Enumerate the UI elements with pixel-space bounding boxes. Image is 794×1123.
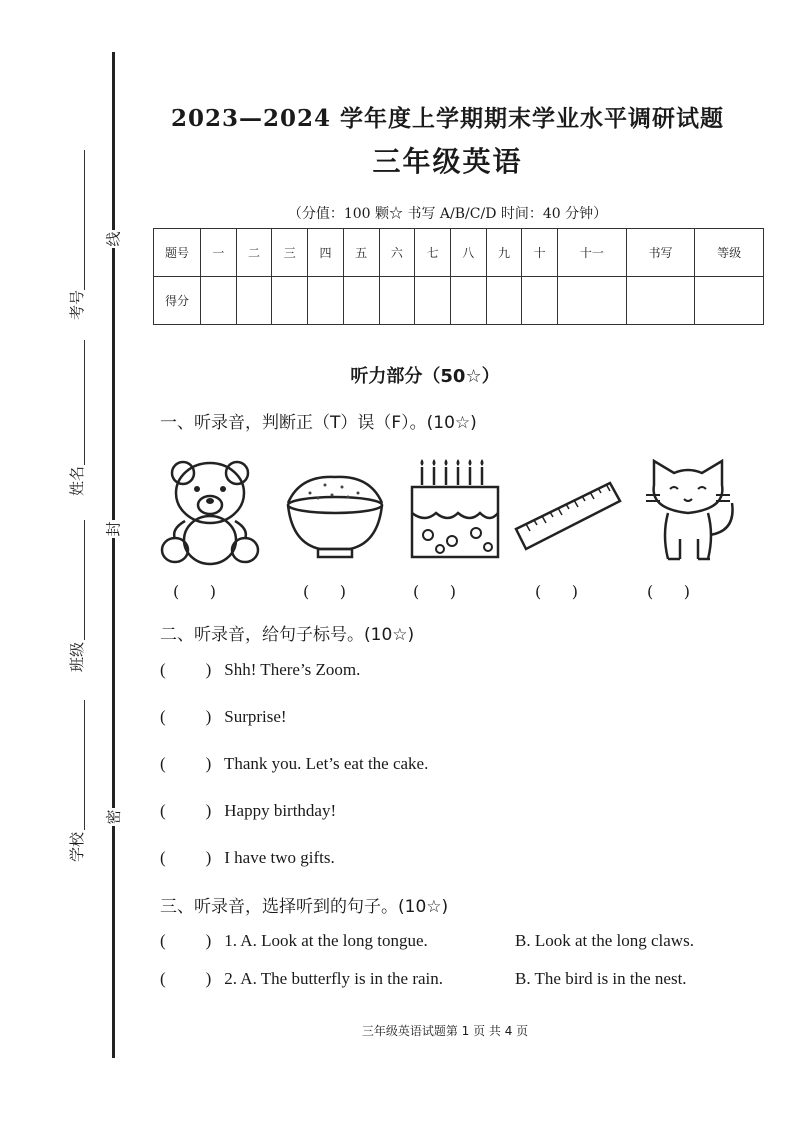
binding-line — [112, 52, 115, 1058]
birthday-cake-icon — [400, 455, 510, 575]
question-number-row — [154, 229, 764, 277]
answer-blank[interactable]: ( ) — [160, 969, 212, 988]
col-header: 三 — [272, 229, 308, 277]
col-header: 五 — [343, 229, 379, 277]
seal-word-seal: 封 — [104, 521, 123, 537]
exam-title: 2023—2024 学年度上学期期末学业水平调研试题 — [170, 105, 725, 132]
rice-bowl-icon — [280, 455, 390, 575]
class-label: 班级 — [68, 641, 86, 672]
option-a: 1. A. Look at the long tongue. — [224, 931, 428, 950]
class-line — [84, 520, 85, 640]
col-header: 二 — [236, 229, 272, 277]
answer-blank-2[interactable]: ( ) — [303, 582, 346, 601]
answer-blank[interactable]: ( ) — [160, 848, 212, 867]
section1-title: 一、听录音，判断正（T）误（F）。(10☆) — [160, 413, 477, 433]
answer-blank[interactable]: ( ) — [160, 801, 212, 820]
score-cell[interactable] — [415, 277, 451, 325]
score-cell[interactable] — [486, 277, 522, 325]
list-item — [160, 848, 335, 868]
school-line — [84, 700, 85, 830]
answer-blank-3[interactable]: ( ) — [413, 582, 456, 601]
list-item — [160, 707, 287, 727]
list-item — [160, 660, 360, 680]
answer-blank[interactable]: ( ) — [160, 754, 212, 773]
option-b: B. The bird is in the nest. — [515, 969, 687, 988]
score-cell[interactable] — [308, 277, 344, 325]
answer-blank[interactable]: ( ) — [160, 660, 212, 679]
col-header: 七 — [415, 229, 451, 277]
cat-icon — [640, 455, 750, 575]
list-item — [160, 931, 428, 951]
sentence-text: I have two gifts. — [224, 848, 335, 867]
exam-number-label: 考号 — [68, 289, 86, 320]
col-header: 四 — [308, 229, 344, 277]
score-cell[interactable] — [272, 277, 308, 325]
row-label-question: 题号 — [154, 229, 201, 277]
exam-number-line — [84, 150, 85, 290]
name-line — [84, 340, 85, 465]
score-cell[interactable] — [236, 277, 272, 325]
list-item — [160, 969, 443, 989]
score-cell[interactable] — [343, 277, 379, 325]
section2-title: 二、听录音，给句子标号。(10☆) — [160, 625, 415, 645]
score-cell[interactable] — [695, 277, 764, 325]
sentence-text: Shh! There’s Zoom. — [224, 660, 361, 679]
answer-blank[interactable]: ( ) — [160, 931, 212, 950]
row-label-score: 得分 — [154, 277, 201, 325]
exam-info: （分值：100 颗☆ 书写 A/B/C/D 时间：40 分钟） — [287, 206, 608, 222]
subject-title: 三年级英语 — [372, 145, 523, 178]
col-header: 一 — [201, 229, 237, 277]
seal-word-line: 线 — [104, 231, 123, 247]
listening-heading: 听力部分（50☆） — [350, 366, 500, 387]
score-cell[interactable] — [201, 277, 237, 325]
ruler-icon — [512, 455, 624, 575]
list-item — [160, 801, 336, 821]
answer-blank[interactable]: ( ) — [160, 707, 212, 726]
school-label: 学校 — [68, 831, 86, 862]
sentence-text: Surprise! — [224, 707, 287, 726]
score-cell[interactable] — [522, 277, 558, 325]
score-row — [154, 277, 764, 325]
score-cell[interactable] — [626, 277, 695, 325]
score-cell[interactable] — [450, 277, 486, 325]
score-cell[interactable] — [558, 277, 627, 325]
section3-title: 三、听录音，选择听到的句子。(10☆) — [160, 897, 449, 917]
option-b: B. Look at the long claws. — [515, 931, 694, 950]
col-header: 九 — [486, 229, 522, 277]
answer-blank-4[interactable]: ( ) — [535, 582, 578, 601]
sentence-text: Thank you. Let’s eat the cake. — [223, 754, 429, 773]
score-table — [153, 228, 764, 325]
answer-blank-1[interactable]: ( ) — [173, 582, 216, 601]
sentence-text: Happy birthday! — [224, 801, 337, 820]
seal-word-secret: 密 — [104, 809, 123, 825]
list-item — [160, 754, 428, 774]
col-header: 十一 — [558, 229, 627, 277]
answer-blank-5[interactable]: ( ) — [647, 582, 690, 601]
name-label: 姓名 — [68, 465, 86, 496]
score-cell[interactable] — [379, 277, 415, 325]
col-header: 书写 — [626, 229, 695, 277]
col-header: 八 — [450, 229, 486, 277]
option-a: 2. A. The butterfly is in the rain. — [224, 969, 444, 988]
page-footer: 三年级英语试题第 1 页 共 4 页 — [361, 1024, 529, 1038]
teddy-bear-icon — [155, 455, 265, 575]
col-header: 等级 — [695, 229, 764, 277]
col-header: 十 — [522, 229, 558, 277]
col-header: 六 — [379, 229, 415, 277]
